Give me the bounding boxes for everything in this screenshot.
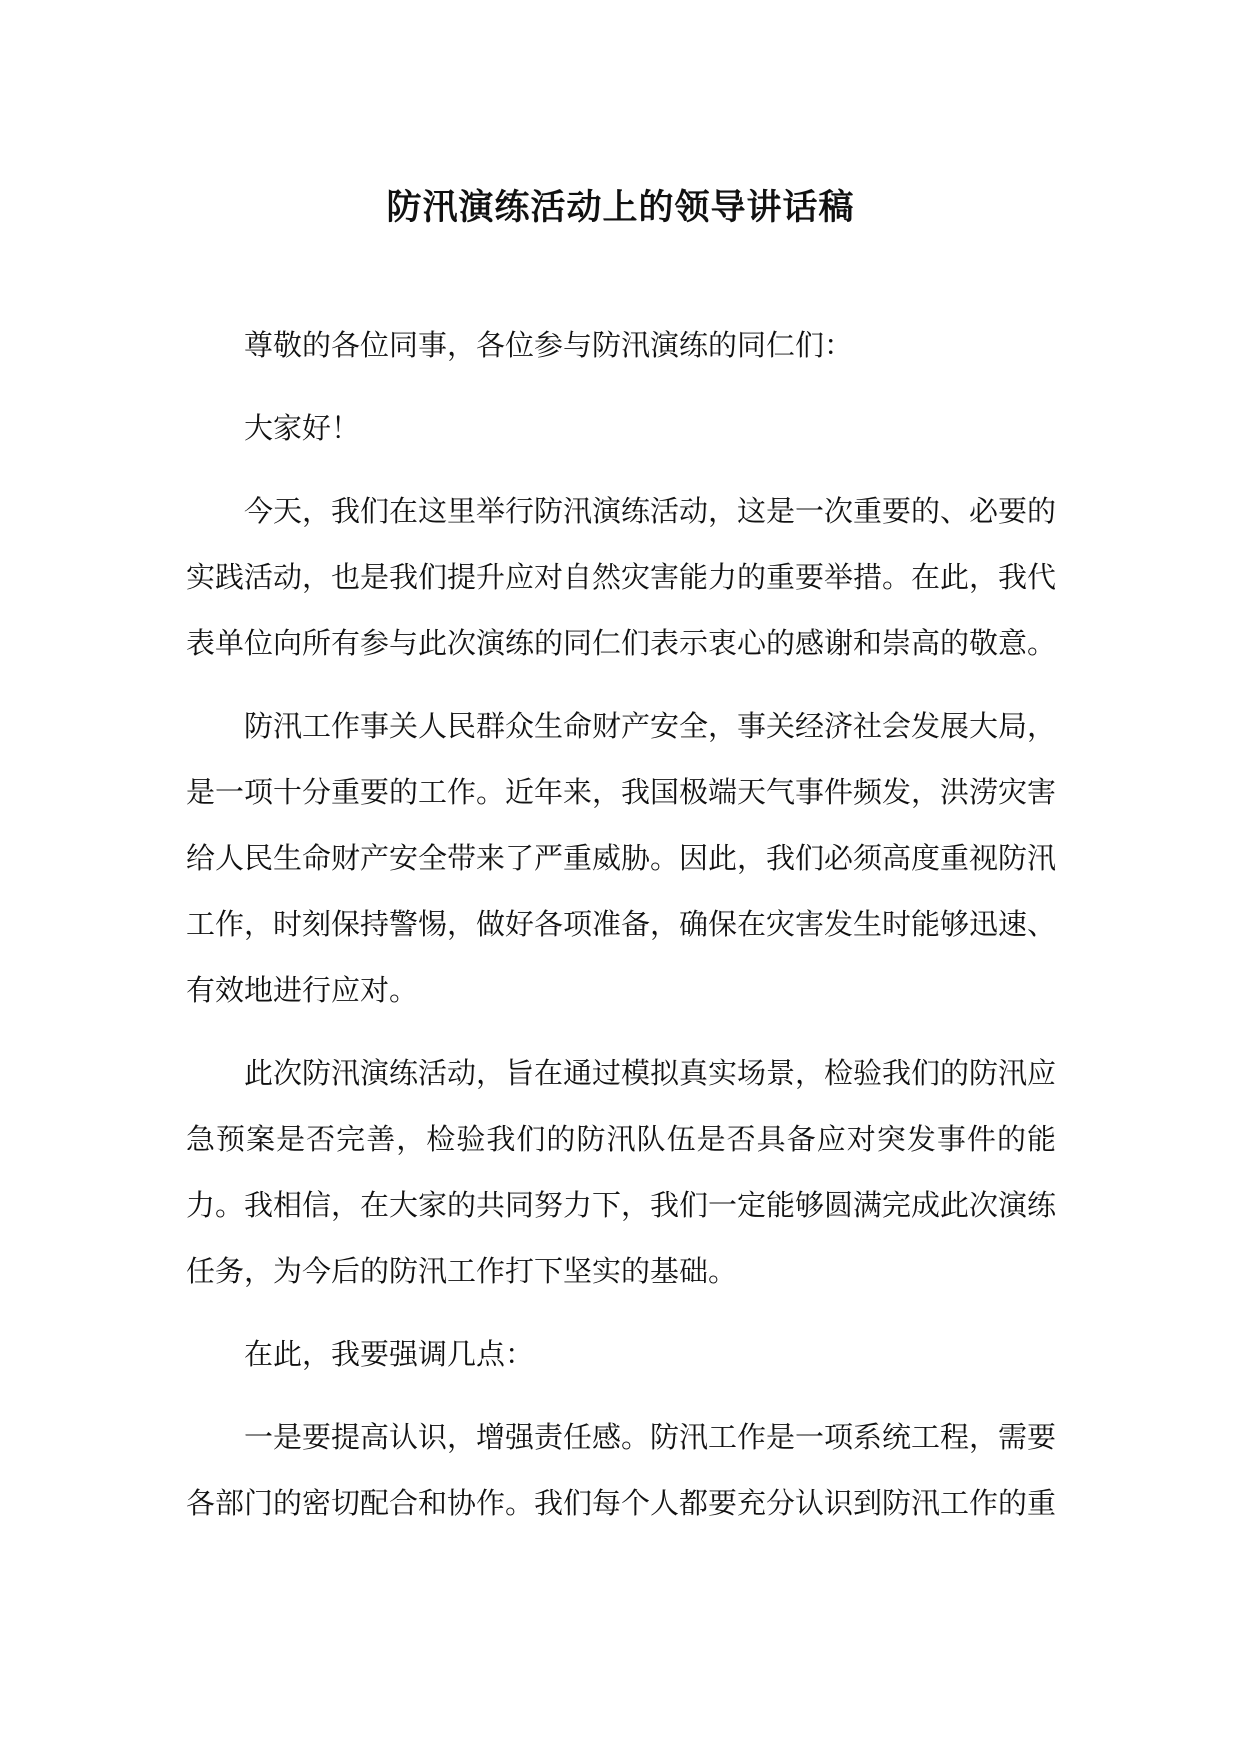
document-title: 防汛演练活动上的领导讲话稿 [386,187,855,228]
body-paragraph: 一是要提高认识，增强责任感。防汛工作是一项系统工程，需要各部门的密切配合和协作。我们每个人都要充分认识到防汛工作的重 [186,1420,1057,1520]
body-paragraph: 在此，我要强调几点： [244,1337,535,1371]
greeting-paragraph: 大家好！ [244,411,361,445]
body-paragraph: 今天，我们在这里举行防汛演练活动，这是一次重要的、必要的实践活动，也是我们提升应对自然灾害能力的重要举措。在此，我代表单位向所有参与此次演练的同仁们表示衷心的感谢和崇高的敬意。 [186,494,1057,660]
document-body [186,312,1056,1553]
body-paragraph: 此次防汛演练活动，旨在通过模拟真实场景，检验我们的防汛应急预案是否完善，检验我们的防汛队伍是否具备应对突发事件的能力。我相信，在大家的共同努力下，我们一定能够圆满完成此次演练任务，为今后的防汛工作打下坚实的基础。 [186,1056,1057,1288]
body-paragraph: 防汛工作事关人民群众生命财产安全，事关经济社会发展大局，是一项十分重要的工作。近年来，我国极端天气事件频发，洪涝灾害给人民生命财产安全带来了严重威胁。因此，我们必须高度重视防汛工作，时刻保持警惕，做好各项准备，确保在灾害发生时能够迅速、有效地进行应对。 [186,709,1057,1007]
salutation-paragraph: 尊敬的各位同事，各位参与防汛演练的同仁们： [244,328,854,362]
